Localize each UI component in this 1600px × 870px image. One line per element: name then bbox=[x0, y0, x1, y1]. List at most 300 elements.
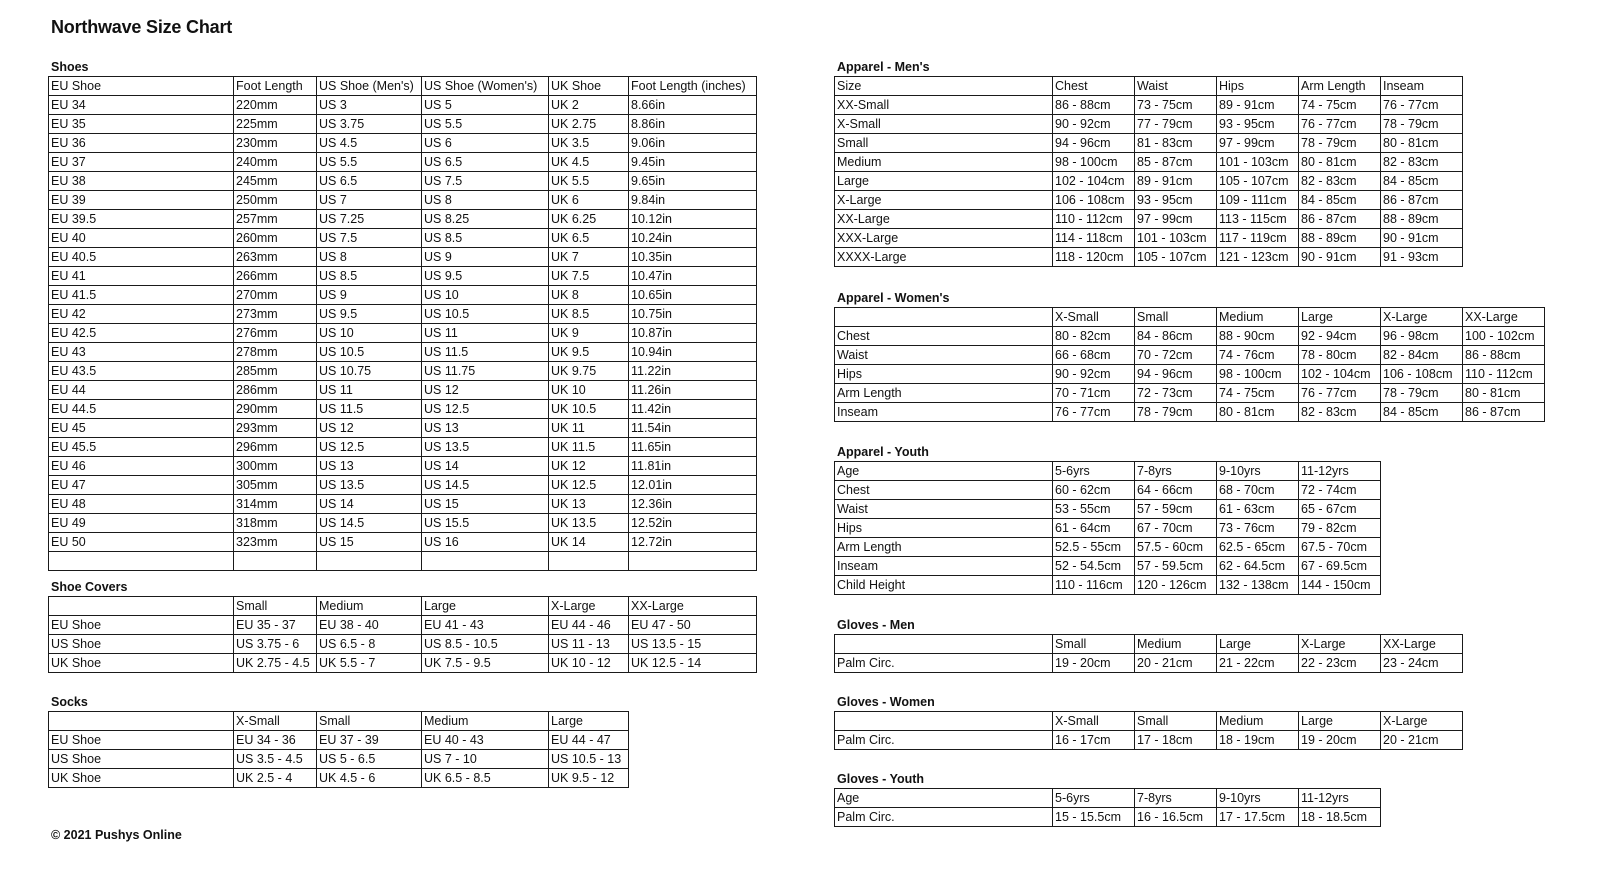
row-label-cell: EU 34 bbox=[49, 96, 234, 115]
table-row bbox=[49, 419, 757, 438]
table-cell: US 10.5 bbox=[317, 343, 422, 362]
row-label-cell: Hips bbox=[835, 365, 1053, 384]
table-cell: US 5 bbox=[422, 96, 549, 115]
table-cell: UK 6 bbox=[549, 191, 629, 210]
row-label-cell: X-Large bbox=[835, 191, 1053, 210]
header-cell: Arm Length bbox=[1299, 77, 1381, 96]
header-cell: X-Large bbox=[1381, 712, 1463, 731]
table-cell: US 6 bbox=[422, 134, 549, 153]
table-cell: US 8 bbox=[317, 248, 422, 267]
table-cell: US 10.75 bbox=[317, 362, 422, 381]
table-cell: 80 - 81cm bbox=[1299, 153, 1381, 172]
shoe-covers-label: Shoe Covers bbox=[51, 580, 128, 594]
table-cell: 11.42in bbox=[629, 400, 757, 419]
table-cell: US 11 - 13 bbox=[549, 635, 629, 654]
table-cell: 19 - 20cm bbox=[1299, 731, 1381, 750]
table-cell: UK 2.75 - 4.5 bbox=[234, 654, 317, 673]
table-cell: US 7.5 bbox=[422, 172, 549, 191]
table-cell: 72 - 73cm bbox=[1135, 384, 1217, 403]
table-cell: UK 8 bbox=[549, 286, 629, 305]
table-row bbox=[49, 153, 757, 172]
socks-label: Socks bbox=[51, 695, 88, 709]
table-row bbox=[835, 191, 1463, 210]
shoes-label: Shoes bbox=[51, 60, 89, 74]
row-label-cell: EU 36 bbox=[49, 134, 234, 153]
table-cell: 257mm bbox=[234, 210, 317, 229]
table-cell: US 6.5 bbox=[317, 172, 422, 191]
table-cell: 100 - 102cm bbox=[1463, 327, 1545, 346]
table-cell: 80 - 81cm bbox=[1217, 403, 1299, 422]
table-row bbox=[49, 654, 757, 673]
table-cell: 64 - 66cm bbox=[1135, 481, 1217, 500]
table-cell: 121 - 123cm bbox=[1217, 248, 1299, 267]
table-cell: 105 - 107cm bbox=[1217, 172, 1299, 191]
table-row bbox=[49, 457, 757, 476]
table-cell: 70 - 71cm bbox=[1053, 384, 1135, 403]
table-cell: EU 47 - 50 bbox=[629, 616, 757, 635]
table-cell: 72 - 74cm bbox=[1299, 481, 1381, 500]
table-cell: 53 - 55cm bbox=[1053, 500, 1135, 519]
table-cell: 67.5 - 70cm bbox=[1299, 538, 1381, 557]
table-cell: UK 14 bbox=[549, 533, 629, 552]
table-cell: EU 40 - 43 bbox=[422, 731, 549, 750]
table-cell: 82 - 83cm bbox=[1299, 172, 1381, 191]
table-cell: 9.06in bbox=[629, 134, 757, 153]
row-label-cell: XXX-Large bbox=[835, 229, 1053, 248]
row-label-cell: Chest bbox=[835, 327, 1053, 346]
table-row bbox=[835, 248, 1463, 267]
table-cell: US 14.5 bbox=[317, 514, 422, 533]
table-cell: UK 12.5 - 14 bbox=[629, 654, 757, 673]
apparel-youth-table bbox=[834, 461, 1381, 595]
header-cell: Small bbox=[1135, 712, 1217, 731]
table-cell: 52 - 54.5cm bbox=[1053, 557, 1135, 576]
table-cell: EU 34 - 36 bbox=[234, 731, 317, 750]
table-cell: UK 9 bbox=[549, 324, 629, 343]
table-cell: 305mm bbox=[234, 476, 317, 495]
table-cell: 94 - 96cm bbox=[1135, 365, 1217, 384]
header-cell: Large bbox=[1299, 308, 1381, 327]
table-cell: US 5 - 6.5 bbox=[317, 750, 422, 769]
table-cell: US 8.5 - 10.5 bbox=[422, 635, 549, 654]
table-cell: 118 - 120cm bbox=[1053, 248, 1135, 267]
table-cell: UK 6.5 bbox=[549, 229, 629, 248]
table-cell: UK 10 bbox=[549, 381, 629, 400]
table-row bbox=[835, 172, 1463, 191]
row-label-cell: EU 47 bbox=[49, 476, 234, 495]
table-cell: 286mm bbox=[234, 381, 317, 400]
header-cell: Hips bbox=[1217, 77, 1299, 96]
row-label-cell: EU 39 bbox=[49, 191, 234, 210]
row-label-cell: EU 41.5 bbox=[49, 286, 234, 305]
header-cell: Chest bbox=[1053, 77, 1135, 96]
table-cell: US 15 bbox=[422, 495, 549, 514]
table-cell: UK 9.5 bbox=[549, 343, 629, 362]
table-cell: 84 - 85cm bbox=[1299, 191, 1381, 210]
table-cell: 78 - 79cm bbox=[1135, 403, 1217, 422]
table-cell: US 13.5 bbox=[422, 438, 549, 457]
table-cell: 86 - 88cm bbox=[1053, 96, 1135, 115]
table-row bbox=[49, 134, 757, 153]
row-label-cell: Palm Circ. bbox=[835, 731, 1053, 750]
header-cell: Large bbox=[1299, 712, 1381, 731]
table-cell: 92 - 94cm bbox=[1299, 327, 1381, 346]
table-row bbox=[835, 403, 1545, 422]
row-label-cell: Waist bbox=[835, 346, 1053, 365]
table-cell: 74 - 75cm bbox=[1299, 96, 1381, 115]
table-row bbox=[49, 305, 757, 324]
table-cell: EU 35 - 37 bbox=[234, 616, 317, 635]
table-cell: 20 - 21cm bbox=[1381, 731, 1463, 750]
table-cell: US 6.5 bbox=[422, 153, 549, 172]
header-cell: X-Small bbox=[234, 712, 317, 731]
table-cell: UK 12 bbox=[549, 457, 629, 476]
table-cell: 10.24in bbox=[629, 229, 757, 248]
table-row bbox=[49, 210, 757, 229]
table-row bbox=[835, 210, 1463, 229]
table-cell: 9.45in bbox=[629, 153, 757, 172]
table-cell: 80 - 81cm bbox=[1381, 134, 1463, 153]
header-cell: US Shoe (Men's) bbox=[317, 77, 422, 96]
gloves-women-label: Gloves - Women bbox=[837, 695, 935, 709]
header-cell: Medium bbox=[1217, 308, 1299, 327]
table-header-row bbox=[49, 597, 757, 616]
table-cell: 70 - 72cm bbox=[1135, 346, 1217, 365]
table-cell: 85 - 87cm bbox=[1135, 153, 1217, 172]
table-row bbox=[49, 248, 757, 267]
row-label-cell: US Shoe bbox=[49, 635, 234, 654]
table-cell: US 13 bbox=[317, 457, 422, 476]
table-cell: 18 - 18.5cm bbox=[1299, 808, 1381, 827]
table-cell: 12.36in bbox=[629, 495, 757, 514]
header-cell: Size bbox=[835, 77, 1053, 96]
header-cell bbox=[835, 635, 1053, 654]
gloves-youth-table bbox=[834, 788, 1381, 827]
table-cell: 89 - 91cm bbox=[1135, 172, 1217, 191]
header-cell: X-Small bbox=[1053, 308, 1135, 327]
table-cell: 110 - 112cm bbox=[1053, 210, 1135, 229]
table-cell: 113 - 115cm bbox=[1217, 210, 1299, 229]
table-cell: 10.35in bbox=[629, 248, 757, 267]
table-cell: 109 - 111cm bbox=[1217, 191, 1299, 210]
header-cell: 11-12yrs bbox=[1299, 789, 1381, 808]
apparel-men-label: Apparel - Men's bbox=[837, 60, 930, 74]
gloves-youth-label: Gloves - Youth bbox=[837, 772, 925, 786]
table-cell: 80 - 81cm bbox=[1463, 384, 1545, 403]
row-label-cell: Inseam bbox=[835, 403, 1053, 422]
table-cell: 86 - 87cm bbox=[1299, 210, 1381, 229]
table-cell: 17 - 17.5cm bbox=[1217, 808, 1299, 827]
row-label-cell: Arm Length bbox=[835, 384, 1053, 403]
row-label-cell: XX-Large bbox=[835, 210, 1053, 229]
table-cell: US 10.5 - 13 bbox=[549, 750, 629, 769]
header-cell: Waist bbox=[1135, 77, 1217, 96]
shoe-covers-table bbox=[48, 596, 757, 673]
header-cell: 5-6yrs bbox=[1053, 789, 1135, 808]
table-cell: 74 - 75cm bbox=[1217, 384, 1299, 403]
table-header-row bbox=[835, 77, 1463, 96]
table-cell: 270mm bbox=[234, 286, 317, 305]
row-label-cell: EU 37 bbox=[49, 153, 234, 172]
table-row bbox=[49, 324, 757, 343]
table-cell: US 11 bbox=[317, 381, 422, 400]
row-label-cell: EU 35 bbox=[49, 115, 234, 134]
table-header-row bbox=[835, 635, 1463, 654]
row-label-cell: EU 39.5 bbox=[49, 210, 234, 229]
table-cell: 68 - 70cm bbox=[1217, 481, 1299, 500]
table-row bbox=[49, 400, 757, 419]
table-cell: 65 - 67cm bbox=[1299, 500, 1381, 519]
table-row bbox=[835, 538, 1381, 557]
table-cell: EU 37 - 39 bbox=[317, 731, 422, 750]
table-cell: 78 - 79cm bbox=[1299, 134, 1381, 153]
table-cell: 78 - 79cm bbox=[1381, 115, 1463, 134]
table-cell: 10.65in bbox=[629, 286, 757, 305]
table-row bbox=[49, 731, 629, 750]
table-row bbox=[835, 115, 1463, 134]
table-cell: 88 - 89cm bbox=[1299, 229, 1381, 248]
table-cell: 10.47in bbox=[629, 267, 757, 286]
table-row bbox=[835, 654, 1463, 673]
table-row bbox=[49, 769, 629, 788]
table-cell: UK 4.5 - 6 bbox=[317, 769, 422, 788]
table-cell: 67 - 69.5cm bbox=[1299, 557, 1381, 576]
apparel-youth-label: Apparel - Youth bbox=[837, 445, 929, 459]
table-row bbox=[49, 96, 757, 115]
table-row bbox=[835, 229, 1463, 248]
table-cell: 314mm bbox=[234, 495, 317, 514]
table-cell: 84 - 85cm bbox=[1381, 403, 1463, 422]
table-cell: 90 - 92cm bbox=[1053, 115, 1135, 134]
table-cell: UK 6.25 bbox=[549, 210, 629, 229]
table-cell: 61 - 63cm bbox=[1217, 500, 1299, 519]
row-label-cell: EU 44.5 bbox=[49, 400, 234, 419]
header-cell bbox=[835, 712, 1053, 731]
header-cell: X-Large bbox=[1381, 308, 1463, 327]
header-cell: XX-Large bbox=[629, 597, 757, 616]
table-cell: 20 - 21cm bbox=[1135, 654, 1217, 673]
row-label-cell: EU 40 bbox=[49, 229, 234, 248]
table-cell: UK 3.5 bbox=[549, 134, 629, 153]
table-row bbox=[49, 552, 757, 571]
header-cell: 7-8yrs bbox=[1135, 462, 1217, 481]
row-label-cell: Medium bbox=[835, 153, 1053, 172]
row-label-cell: EU 46 bbox=[49, 457, 234, 476]
header-cell: Medium bbox=[422, 712, 549, 731]
table-cell: US 6.5 - 8 bbox=[317, 635, 422, 654]
table-cell: UK 5.5 bbox=[549, 172, 629, 191]
table-cell: 300mm bbox=[234, 457, 317, 476]
table-cell: 16 - 17cm bbox=[1053, 731, 1135, 750]
table-cell: 91 - 93cm bbox=[1381, 248, 1463, 267]
table-cell: 106 - 108cm bbox=[1381, 365, 1463, 384]
header-cell: Foot Length bbox=[234, 77, 317, 96]
shoes-table bbox=[48, 76, 757, 571]
table-cell: UK 2.75 bbox=[549, 115, 629, 134]
apparel-women-table bbox=[834, 307, 1545, 422]
table-cell: US 16 bbox=[422, 533, 549, 552]
table-cell: 101 - 103cm bbox=[1217, 153, 1299, 172]
table-row bbox=[49, 172, 757, 191]
table-cell: 22 - 23cm bbox=[1299, 654, 1381, 673]
table-cell: 110 - 112cm bbox=[1463, 365, 1545, 384]
table-cell: US 12.5 bbox=[317, 438, 422, 457]
header-cell: Large bbox=[549, 712, 629, 731]
table-cell: UK 4.5 bbox=[549, 153, 629, 172]
table-cell: 266mm bbox=[234, 267, 317, 286]
table-cell: US 7 bbox=[317, 191, 422, 210]
table-cell: 290mm bbox=[234, 400, 317, 419]
table-cell: UK 10.5 bbox=[549, 400, 629, 419]
table-cell: 245mm bbox=[234, 172, 317, 191]
table-cell: US 3.5 - 4.5 bbox=[234, 750, 317, 769]
row-label-cell: X-Small bbox=[835, 115, 1053, 134]
table-row bbox=[835, 731, 1463, 750]
apparel-women-label: Apparel - Women's bbox=[837, 291, 950, 305]
table-cell: 285mm bbox=[234, 362, 317, 381]
row-label-cell: Waist bbox=[835, 500, 1053, 519]
table-cell: UK 13 bbox=[549, 495, 629, 514]
table-row bbox=[49, 533, 757, 552]
table-cell: 81 - 83cm bbox=[1135, 134, 1217, 153]
table-cell: 61 - 64cm bbox=[1053, 519, 1135, 538]
row-label-cell: EU 42 bbox=[49, 305, 234, 324]
table-cell: UK 2.5 - 4 bbox=[234, 769, 317, 788]
row-label-cell: US Shoe bbox=[49, 750, 234, 769]
table-cell: 106 - 108cm bbox=[1053, 191, 1135, 210]
table-row bbox=[835, 327, 1545, 346]
table-cell: US 5.5 bbox=[317, 153, 422, 172]
header-cell: Large bbox=[1217, 635, 1299, 654]
table-cell: UK 13.5 bbox=[549, 514, 629, 533]
table-cell: 12.72in bbox=[629, 533, 757, 552]
table-header-row bbox=[835, 462, 1381, 481]
row-label-cell: Small bbox=[835, 134, 1053, 153]
table-cell: 12.52in bbox=[629, 514, 757, 533]
table-cell: US 13 bbox=[422, 419, 549, 438]
table-cell: UK 7 bbox=[549, 248, 629, 267]
page-title: Northwave Size Chart bbox=[51, 17, 233, 37]
header-cell: Small bbox=[1135, 308, 1217, 327]
table-header-row bbox=[835, 308, 1545, 327]
row-label-cell: Inseam bbox=[835, 557, 1053, 576]
table-cell: 67 - 70cm bbox=[1135, 519, 1217, 538]
row-label-cell: EU Shoe bbox=[49, 616, 234, 635]
table-cell bbox=[234, 552, 317, 571]
table-cell: 102 - 104cm bbox=[1053, 172, 1135, 191]
table-cell: 240mm bbox=[234, 153, 317, 172]
header-cell: X-Small bbox=[1053, 712, 1135, 731]
table-cell: 220mm bbox=[234, 96, 317, 115]
table-cell: 57 - 59cm bbox=[1135, 500, 1217, 519]
table-row bbox=[49, 476, 757, 495]
header-cell: Large bbox=[422, 597, 549, 616]
row-label-cell: XX-Small bbox=[835, 96, 1053, 115]
table-cell: 60 - 62cm bbox=[1053, 481, 1135, 500]
table-row bbox=[835, 153, 1463, 172]
table-cell: 82 - 83cm bbox=[1299, 403, 1381, 422]
table-row bbox=[49, 514, 757, 533]
table-cell: US 8.5 bbox=[317, 267, 422, 286]
table-cell: 97 - 99cm bbox=[1217, 134, 1299, 153]
table-cell: 90 - 91cm bbox=[1299, 248, 1381, 267]
table-row bbox=[835, 481, 1381, 500]
table-header-row bbox=[835, 789, 1381, 808]
table-cell: UK 9.75 bbox=[549, 362, 629, 381]
table-cell: 76 - 77cm bbox=[1299, 115, 1381, 134]
table-cell: 80 - 82cm bbox=[1053, 327, 1135, 346]
table-row bbox=[835, 500, 1381, 519]
table-cell: 260mm bbox=[234, 229, 317, 248]
table-cell: 10.94in bbox=[629, 343, 757, 362]
table-cell: 11.26in bbox=[629, 381, 757, 400]
table-row bbox=[835, 346, 1545, 365]
table-cell bbox=[629, 552, 757, 571]
gloves-women-table bbox=[834, 711, 1463, 750]
table-header-row bbox=[835, 712, 1463, 731]
row-label-cell bbox=[49, 552, 234, 571]
row-label-cell: UK Shoe bbox=[49, 654, 234, 673]
table-cell: 96 - 98cm bbox=[1381, 327, 1463, 346]
table-cell: 78 - 80cm bbox=[1299, 346, 1381, 365]
table-cell: US 15 bbox=[317, 533, 422, 552]
header-cell: Small bbox=[234, 597, 317, 616]
table-cell: UK 5.5 - 7 bbox=[317, 654, 422, 673]
row-label-cell: EU 43 bbox=[49, 343, 234, 362]
table-cell: US 14 bbox=[317, 495, 422, 514]
table-cell: 293mm bbox=[234, 419, 317, 438]
row-label-cell: Hips bbox=[835, 519, 1053, 538]
table-cell: US 11 bbox=[422, 324, 549, 343]
table-cell: 79 - 82cm bbox=[1299, 519, 1381, 538]
table-cell: 230mm bbox=[234, 134, 317, 153]
row-label-cell: EU 48 bbox=[49, 495, 234, 514]
table-cell: 21 - 22cm bbox=[1217, 654, 1299, 673]
table-cell: 276mm bbox=[234, 324, 317, 343]
table-cell: 117 - 119cm bbox=[1217, 229, 1299, 248]
table-cell: US 5.5 bbox=[422, 115, 549, 134]
table-cell: EU 38 - 40 bbox=[317, 616, 422, 635]
table-header-row bbox=[49, 712, 629, 731]
table-cell: US 12.5 bbox=[422, 400, 549, 419]
table-cell: 263mm bbox=[234, 248, 317, 267]
table-cell: 94 - 96cm bbox=[1053, 134, 1135, 153]
table-row bbox=[835, 519, 1381, 538]
table-cell: 62 - 64.5cm bbox=[1217, 557, 1299, 576]
table-row bbox=[49, 438, 757, 457]
table-cell: 296mm bbox=[234, 438, 317, 457]
table-row bbox=[835, 576, 1381, 595]
apparel-men-table bbox=[834, 76, 1463, 267]
table-cell bbox=[422, 552, 549, 571]
table-cell: 273mm bbox=[234, 305, 317, 324]
header-cell: Age bbox=[835, 462, 1053, 481]
row-label-cell: Palm Circ. bbox=[835, 654, 1053, 673]
table-row bbox=[835, 365, 1545, 384]
header-cell: 5-6yrs bbox=[1053, 462, 1135, 481]
header-cell: Small bbox=[1053, 635, 1135, 654]
table-cell: US 9 bbox=[317, 286, 422, 305]
table-cell: US 14 bbox=[422, 457, 549, 476]
table-cell: 76 - 77cm bbox=[1381, 96, 1463, 115]
row-label-cell: Large bbox=[835, 172, 1053, 191]
table-cell: 93 - 95cm bbox=[1217, 115, 1299, 134]
header-cell: EU Shoe bbox=[49, 77, 234, 96]
table-header-row bbox=[49, 77, 757, 96]
table-cell: UK 9.5 - 12 bbox=[549, 769, 629, 788]
table-cell: 225mm bbox=[234, 115, 317, 134]
table-cell: US 12 bbox=[422, 381, 549, 400]
